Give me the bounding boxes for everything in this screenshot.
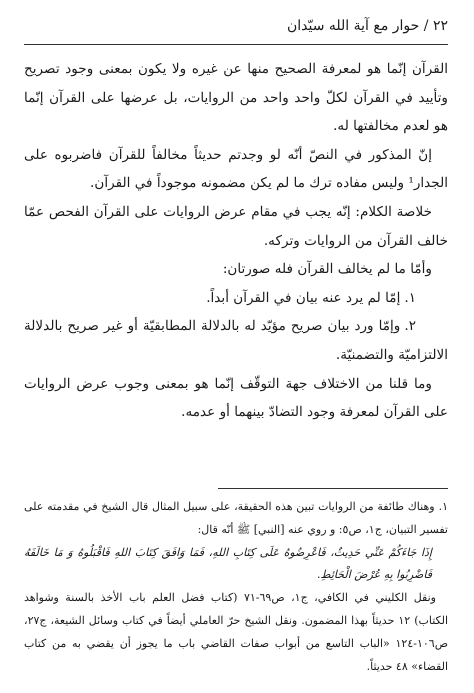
list-item-1-text: إمّا لم يرد عنه بيان في القرآن أبداً. — [206, 289, 401, 306]
running-header — [24, 16, 448, 36]
main-text — [24, 55, 448, 427]
list-item-2-number: ٢. — [404, 318, 416, 335]
paragraph-3: خلاصة الكلام: إنّه يجب في مقام عرض الروايات على القرآن الفحص عمّا خالف القرآن من الروايات وتركه. — [24, 203, 448, 249]
footnote-1-quote: إِذَا جَاءَكُمْ عَنِّي حَدِيثٌ، فَاعْرِضُوهُ عَلَى كِتَابِ اللهِ، فَمَا وَافَقَ كِتَابَ اللهِ فَاقْبَلُوهُ وَ مَا خَالَفَهُ فَاضْرِبُوا بِهِ عُرْضَ الْحَائِطِ. — [24, 545, 432, 582]
list-item-1 — [24, 284, 448, 313]
paragraph-5: وما قلنا من الاختلاف جهة التوقّف إنّما هو بمعنى وجوب عرض الروايات على القرآن لمعرفة وجود التضادّ بينهما أو عدمه. — [24, 375, 448, 421]
footnote-1 — [24, 496, 448, 542]
footnote-1-number: ١. — [438, 500, 448, 513]
paragraph-1: القرآن إنّما هو لمعرفة الصحيح منها عن غيره ولا يكون بمعنى وجود تصريح وتأييد في القرآن لكلّ واحد واحد من الروايات، بل عرضها على القرآن إنّما هو لعدم مخالفتها له. — [24, 61, 448, 135]
list-item-2-text: وإمّا ورد بيان صريح مؤيّد له بالدلالة المطابقيّة أو غير صريح بالدلالة الالتزاميّة والتضمنيّة. — [24, 318, 448, 363]
paragraph-2: إنّ المذكور في النصّ أنّه لو وجدتم حديثاً مخالفاً للقرآن فاضربوه على الجدار¹ وليس مفاده ترك ما لم يكن مضمونه موجوداً في القرآن. — [24, 146, 448, 192]
footnote-1-continuation: ونقل الكليني في الكافي، ج١، ص٦٩-٧١ (كتاب فضل العلم باب الأخذ بالسنة وشواهد الكتاب) ١٢ حديثاً بهذا المضمون. ونقل الشيخ حرّ العاملي أيضاً في كتاب وسائل الشيعة، ج٢٧، ص١٠٦-١٢٤ «الباب التاسع من أبواب صفات القاضي باب ما يجوز أن يقضي به من كتاب القضاء» ٤٨ حديثاً. — [24, 591, 449, 673]
list-item-1-number: ١. — [404, 289, 416, 306]
list-item-2 — [24, 312, 448, 369]
footnote-1-text: وهناك طائفة من الروايات تبين هذه الحقيقة، على سبيل المثال قال الشيخ في مقدمته على تفسير التبيان، ج١، ص٥: و روي عنه [النبي] ﷺ أنّه قال: — [24, 500, 448, 536]
header-separator: / — [423, 18, 429, 34]
footnotes — [24, 496, 448, 678]
running-title: حوار مع آية الله سيّدان — [286, 18, 420, 34]
page-number: ٢٢ — [432, 18, 448, 34]
book-page — [24, 0, 448, 693]
footnote-divider — [218, 488, 448, 489]
header-divider — [24, 44, 448, 45]
paragraph-4: وأمّا ما لم يخالف القرآن فله صورتان: — [222, 261, 432, 278]
